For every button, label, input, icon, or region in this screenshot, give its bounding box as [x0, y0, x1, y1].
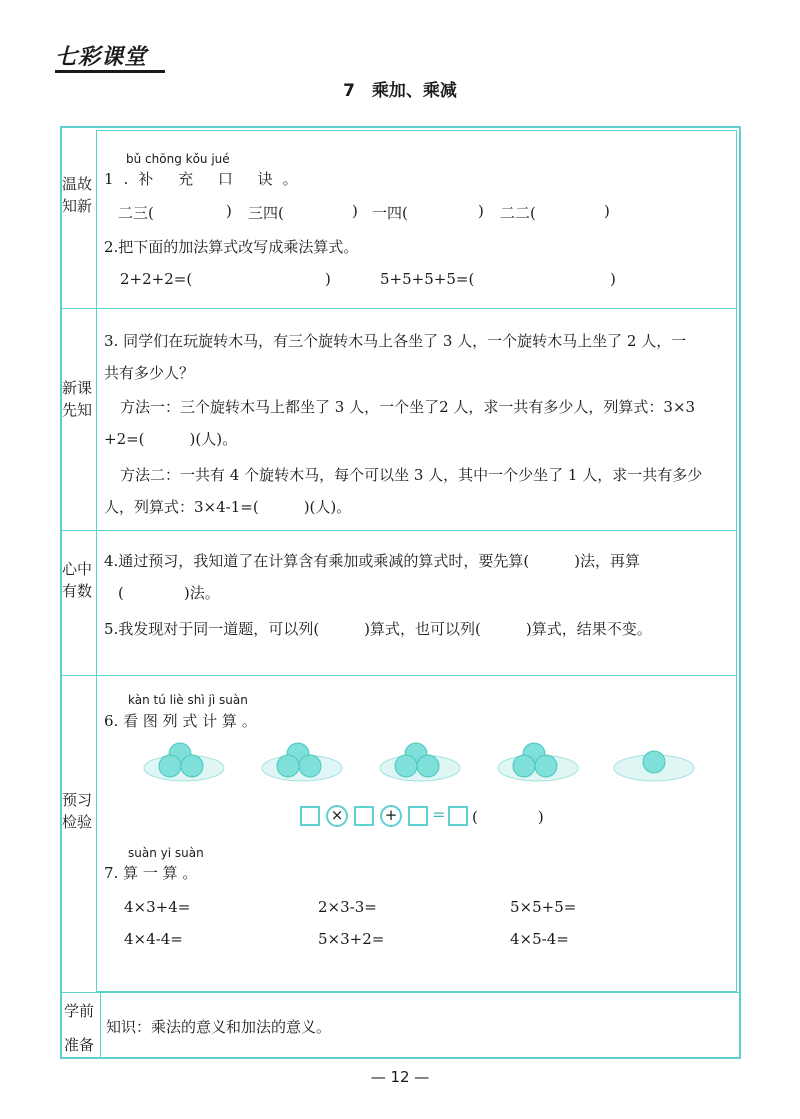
fruit-icon	[181, 755, 203, 777]
section-label-preview-check: 预习检验	[62, 791, 93, 831]
q7-title: 7. 算 一 算 。	[104, 864, 198, 882]
side-divider	[96, 130, 97, 992]
operator-circle-plus[interactable]: +	[380, 805, 402, 827]
q7-problem[interactable]: 5×3+2=	[318, 930, 385, 948]
plate-group-4	[498, 743, 578, 781]
row-divider-2	[62, 530, 737, 531]
fruit-icon	[535, 755, 557, 777]
fruit-icon	[643, 751, 665, 773]
q6-picture	[140, 738, 700, 788]
q2-close: )	[610, 270, 616, 288]
logo-underline	[55, 70, 165, 73]
q4-line: ( )法。	[118, 584, 220, 602]
section-label-new-lesson: 新课先知	[62, 379, 93, 419]
q3-method1: 方法一：三个旋转木马上都坐了 3 人，一个坐了2 人，求一共有多少人，列算式：3×3	[120, 398, 696, 416]
q6-title: 6. 看 图 列 式 计 算 。	[104, 712, 257, 730]
brand-logo: 七彩课堂	[55, 45, 148, 70]
q6-answer-paren[interactable]: ( )	[472, 808, 544, 826]
section-label-review: 温故知新	[62, 175, 93, 215]
prep-divider	[100, 992, 101, 1057]
q3-method1-cont: +2=( )(人)。	[104, 430, 238, 448]
fruit-icon	[395, 755, 417, 777]
fruit-icon	[417, 755, 439, 777]
q3-method2: 方法二：一共有 4 个旋转木马，每个可以坐 3 人，其中一个少坐了 1 人，求一共有多少	[120, 466, 703, 484]
q3-line: 共有多少人？	[104, 364, 195, 382]
section-label-prep-2: 准备	[64, 1036, 95, 1054]
fruit-icon	[299, 755, 321, 777]
q1-item: 一四(	[372, 204, 408, 222]
page-title: 7 乘加、乘减	[343, 81, 457, 101]
q7-problem[interactable]: 5×5+5=	[510, 898, 577, 916]
q2-title: 2.把下面的加法算式改写成乘法算式。	[104, 238, 359, 256]
q7-pinyin: suàn yi suàn	[128, 846, 204, 860]
plate-group-5	[614, 751, 694, 781]
q6-pinyin: kàn tú liè shì jì suàn	[128, 693, 248, 707]
equals-sign: =	[432, 805, 446, 824]
q7-problem[interactable]: 4×4-4=	[124, 930, 183, 948]
row-divider-4	[62, 992, 739, 993]
plate-group-3	[380, 743, 460, 781]
plate-group-2	[262, 743, 342, 781]
q1-close: )	[352, 202, 358, 220]
section-label-prep-1: 学前	[64, 1002, 95, 1020]
fruit-icon	[513, 755, 535, 777]
q2-expr-a: 2+2+2=(	[120, 270, 193, 288]
q2-close: )	[325, 270, 331, 288]
answer-box[interactable]	[408, 806, 428, 826]
prep-text: 知识：乘法的意义和加法的意义。	[106, 1018, 332, 1036]
q1-item: 三四(	[248, 204, 284, 222]
fruit-icon	[277, 755, 299, 777]
q1-item: 二三(	[118, 204, 154, 222]
q3-line: 3. 同学们在玩旋转木马，有三个旋转木马上各坐了 3 人，一个旋转木马上坐了 2 人，一	[104, 332, 687, 350]
q1-close: )	[478, 202, 484, 220]
plate-group-1	[144, 743, 224, 781]
fruit-icon	[159, 755, 181, 777]
q1-close: )	[604, 202, 610, 220]
answer-box[interactable]	[300, 806, 320, 826]
q5-line: 5.我发现对于同一道题，可以列( )算式，也可以列( )算式，结果不变。	[104, 620, 652, 638]
page-number: — 12 —	[370, 1068, 430, 1086]
q7-problem[interactable]: 4×3+4=	[124, 898, 191, 916]
q1-close: )	[226, 202, 232, 220]
section-label-understanding: 心中有数	[62, 560, 93, 600]
q3-method2-cont: 人，列算式：3×4-1=( )(人)。	[104, 498, 352, 516]
row-divider-3	[62, 675, 737, 676]
q4-line: 4.通过预习，我知道了在计算含有乘加或乘减的算式时，要先算( )法，再算	[104, 552, 641, 570]
row-divider-1	[62, 308, 737, 309]
answer-box[interactable]	[448, 806, 468, 826]
q7-problem[interactable]: 4×5-4=	[510, 930, 569, 948]
q1-title: 1.补 充 口 诀。	[104, 170, 308, 188]
answer-box[interactable]	[354, 806, 374, 826]
q7-problem[interactable]: 2×3-3=	[318, 898, 377, 916]
q1-item: 二二(	[500, 204, 536, 222]
q1-pinyin: bǔ chōng kǒu jué	[126, 152, 230, 166]
q2-expr-b: 5+5+5+5=(	[380, 270, 475, 288]
operator-circle-times[interactable]: ×	[326, 805, 348, 827]
